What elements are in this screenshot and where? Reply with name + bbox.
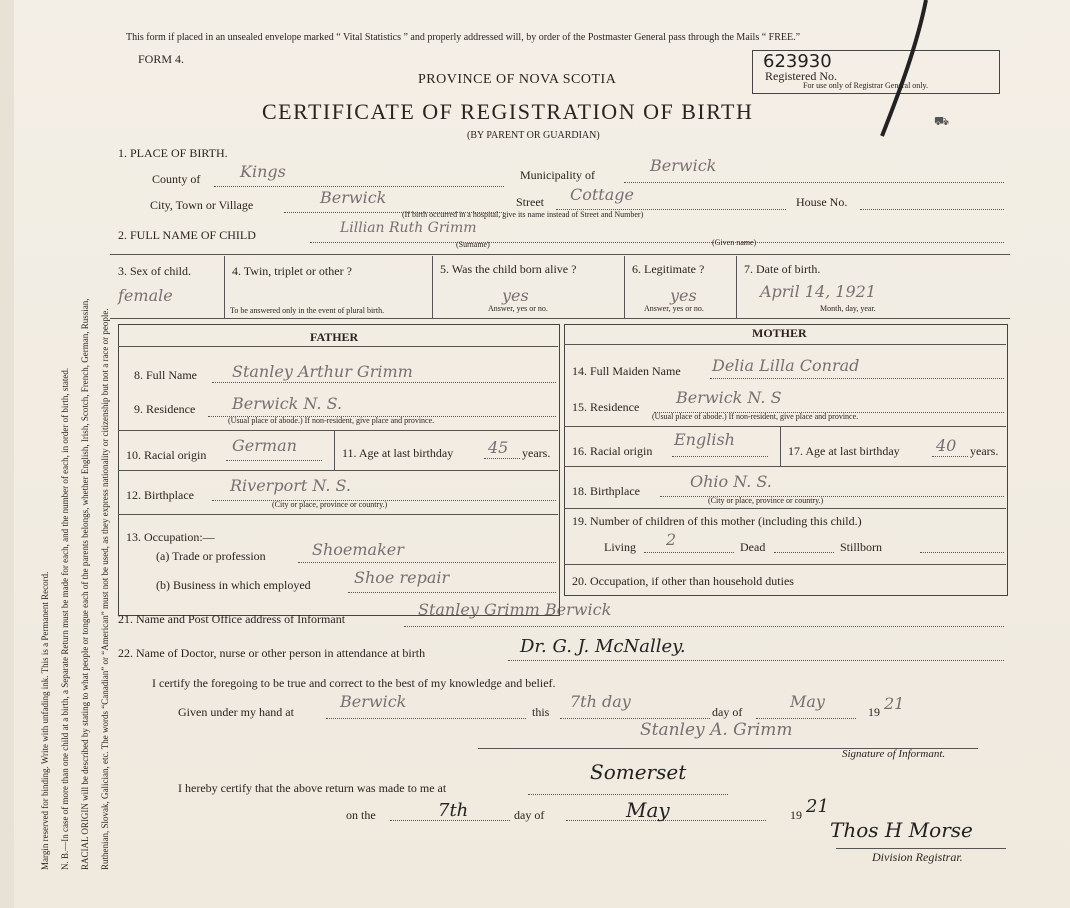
given-under-label: Given under my hand at [178,705,294,719]
mother-name-label: 14. Full Maiden Name [572,364,681,378]
registration-number: 623930 [763,51,832,72]
side-note-racial-origin-cont: Ruthenian, Slovak, Galician, etc. The words “Canadian” or “American” must not be used, as they express nationality or citizenship but not a race or people. [100,308,110,870]
registration-label: Registered No. [765,69,837,83]
informant-signature: Stanley A. Grimm [640,720,793,740]
given-name-caption: (Given name) [712,238,757,247]
sex-value: female [118,286,173,305]
mother-birthplace-label: 18. Birthplace [572,484,640,498]
registrar-signature: Thos H Morse [830,818,973,842]
father-residence-label: 9. Residence [134,402,196,416]
stillborn-label: Stillborn [840,540,883,554]
father-residence-value: Berwick N. S. [232,394,343,413]
mother-name-value: Delia Lilla Conrad [712,356,860,375]
father-age-label: 11. Age at last birthday [342,446,454,460]
registrar-place-value: Somerset [590,760,687,784]
municipality-label: Municipality of [520,168,595,182]
twin-label: 4. Twin, triplet or other ? [232,264,352,278]
twin-note: To be answered only in the event of plural birth. [230,306,385,315]
legitimate-value: yes [670,286,697,305]
legitimate-note: Answer, yes or no. [644,304,704,313]
father-trade-value: Shoemaker [312,540,404,559]
father-name-label: 8. Full Name [134,368,197,382]
father-years-label: years. [522,446,551,460]
given-year-prefix: 19 [868,705,880,719]
child-name-label: 2. FULL NAME OF CHILD [118,228,256,242]
father-trade-label: (a) Trade or profession [156,549,266,563]
given-year-value: 21 [884,694,905,713]
mother-years-label: years. [970,444,999,458]
sex-label: 3. Sex of child. [118,264,191,278]
stamp-mark-icon: ⛟ [934,114,950,128]
date-of-birth-note: Month, day, year. [820,304,876,313]
registrar-text: I hereby certify that the above return was made to me at [178,781,447,795]
father-business-value: Shoe repair [354,568,450,587]
street-label: Street [516,195,544,209]
mother-residence-label: 15. Residence [572,400,640,414]
mother-racial-value: English [674,430,735,449]
given-place-value: Berwick [340,692,407,711]
born-alive-value: yes [502,286,529,305]
father-age-value: 45 [488,438,509,457]
registrar-year-value: 21 [806,796,829,817]
informant-value: Stanley Grimm Berwick [418,600,612,619]
date-of-birth-label: 7. Date of birth. [744,262,821,276]
father-birthplace-label: 12. Birthplace [126,488,194,502]
city-label: City, Town or Village [150,198,254,212]
father-name-value: Stanley Arthur Grimm [232,362,413,381]
province-heading: PROVINCE OF NOVA SCOTIA [418,72,617,87]
father-residence-note: (Usual place of abode.) If non-resident, give place and province. [228,416,435,425]
certificate-title: CERTIFICATE OF REGISTRATION OF BIRTH [262,99,754,124]
surname-caption: (Surname) [456,240,490,249]
certificate-subtitle: (BY PARENT OR GUARDIAN) [467,130,600,141]
side-note-racial-origin: RACIAL ORIGIN will be described by stating to what people or tongue each of the parents belongs, whether English, Irish, Scotch, French, German, Russian, [80,298,90,870]
mother-birthplace-value: Ohio N. S. [690,472,772,491]
father-heading: FATHER [310,330,359,344]
registrar-year-prefix: 19 [790,808,802,822]
given-month-value: May [790,692,825,711]
living-label: Living [604,540,636,554]
father-occupation-label: 13. Occupation:— [126,530,215,544]
certify-text: I certify the foregoing to be true and correct to the best of my knowledge and belief. [152,676,556,690]
registration-note: For use only of Registrar General only. [803,81,929,90]
registrar-on-label: on the [346,808,376,822]
born-alive-label: 5. Was the child born alive ? [440,262,577,276]
mother-residence-value: Berwick N. S [676,388,782,407]
side-note-binding: Margin reserved for binding. Write with unfading ink. This is a Permanent Record. [40,571,50,870]
mother-birthplace-note: (City or place, province or country.) [708,496,824,505]
father-racial-label: 10. Racial origin [126,448,207,462]
registrar-day-label: day of [514,808,545,822]
mother-age-value: 40 [936,436,957,455]
county-value: Kings [240,162,286,181]
mother-residence-note: (Usual place of abode.) If non-resident, give place and province. [652,412,859,421]
house-number-label: House No. [796,195,848,209]
place-of-birth-label: 1. PLACE OF BIRTH. [118,146,228,160]
doctor-value: Dr. G. J. McNalley. [520,636,686,657]
date-of-birth-value: April 14, 1921 [760,282,877,301]
hospital-note: (If birth occurred in a hospital, give its name instead of Street and Number) [402,210,644,219]
mother-heading: MOTHER [752,326,807,340]
postal-note: This form if placed in an unsealed envelope marked “ Vital Statistics ” and properly addressed will, by order of the Postmaster General pass through the Mails “ FREE.” [126,32,801,43]
form-number: FORM 4. [138,52,185,66]
registrar-day-value: 7th [438,800,469,821]
father-birthplace-value: Riverport N. S. [230,476,351,495]
father-business-label: (b) Business in which employed [156,578,311,592]
father-birthplace-note: (City or place, province or country.) [272,500,388,509]
dead-label: Dead [740,540,766,554]
city-value: Berwick [320,188,387,207]
father-racial-value: German [232,436,297,455]
this-label: this [532,705,550,719]
child-name-value: Lillian Ruth Grimm [340,220,477,236]
born-alive-note: Answer, yes or no. [488,304,548,313]
binding-margin [0,0,14,908]
living-value: 2 [666,530,677,549]
legitimate-label: 6. Legitimate ? [632,262,705,276]
informant-label: 21. Name and Post Office address of Informant [118,612,346,626]
informant-signature-caption: Signature of Informant. [842,748,946,760]
county-label: County of [152,172,201,186]
mother-age-label: 17. Age at last birthday [788,444,900,458]
registrar-signature-caption: Division Registrar. [872,850,963,864]
given-day-label: day of [712,705,743,719]
street-value: Cottage [570,185,634,204]
registrar-month-value: May [626,798,670,822]
mother-children-label: 19. Number of children of this mother (including this child.) [572,514,862,528]
mother-racial-label: 16. Racial origin [572,444,653,458]
doctor-label: 22. Name of Doctor, nurse or other person in attendance at birth [118,646,426,660]
side-note-multiple-births: N. B.—In case of more than one child at a birth, a Separate Return must be made for each, and the number of each, in order of birth, stated. [60,367,70,870]
mother-occupation-label: 20. Occupation, if other than household duties [572,574,794,588]
municipality-value: Berwick [650,156,717,175]
ink-stroke-mark [876,0,936,140]
given-day-value: 7th day [570,692,631,711]
